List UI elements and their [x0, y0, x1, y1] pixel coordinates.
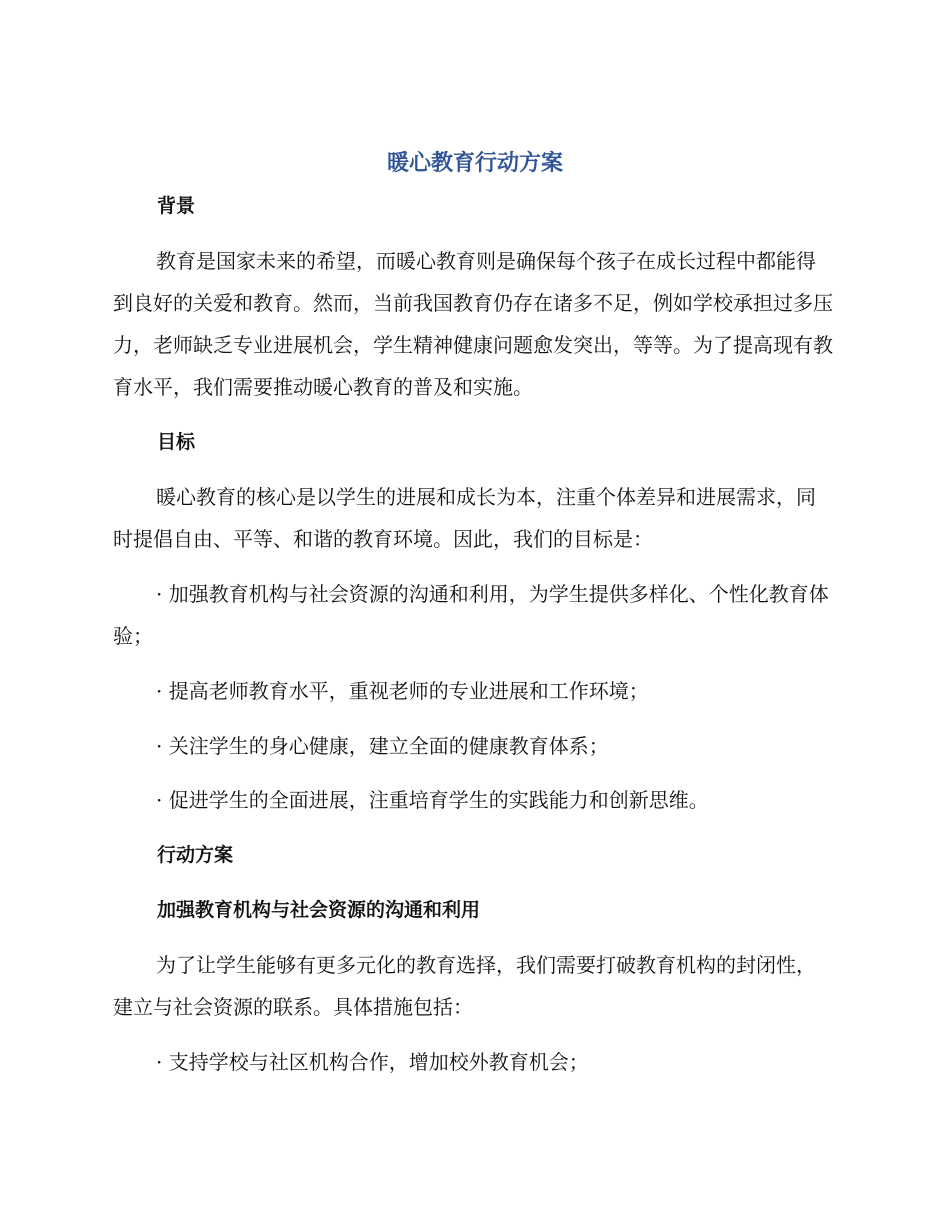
- goals-paragraph: 暖心教育的核心是以学生的进展和成长为本，注重个体差异和进展需求，同时提倡自由、平等、和谐的教育环境。因此，我们的目标是：: [113, 485, 816, 551]
- document-title: 暖心教育行动方案: [386, 151, 563, 176]
- goals-bullet-1: · 加强教育机构与社会资源的沟通和利用，为学生提供多样化、个性化教育体验；: [113, 582, 829, 648]
- action-plan-bullet-1: · 支持学校与社区机构合作，增加校外教育机会；: [156, 1050, 589, 1074]
- section-heading-goals: 目标: [157, 431, 196, 453]
- goals-bullet-2: · 提高老师教育水平，重视老师的专业进展和工作环境；: [156, 679, 649, 703]
- action-plan-paragraph: 为了让学生能够有更多元化的教育选择，我们需要打破教育机构的封闭性，建立与社会资源的联系。具体措施包括：: [113, 953, 816, 1019]
- background-paragraph: 教育是国家未来的希望，而暖心教育则是确保每个孩子在成长过程中都能得到良好的关爱和教育。然而，当前我国教育仍存在诸多不足，例如学校承担过多压力，老师缺乏专业进展机会，学生精神健康问题愈发突出，等等。为了提高现有教育水平，我们需要推动暖心教育的普及和实施。: [113, 249, 833, 399]
- goals-bullet-3: · 关注学生的身心健康，建立全面的健康教育体系；: [156, 734, 609, 758]
- goals-bullet-4: · 促进学生的全面进展，注重培育学生的实践能力和创新思维。: [156, 788, 709, 812]
- section-heading-action-plan: 行动方案: [157, 844, 234, 866]
- subsection-heading-resources: 加强教育机构与社会资源的沟通和利用: [157, 899, 481, 921]
- section-heading-background: 背景: [157, 195, 196, 217]
